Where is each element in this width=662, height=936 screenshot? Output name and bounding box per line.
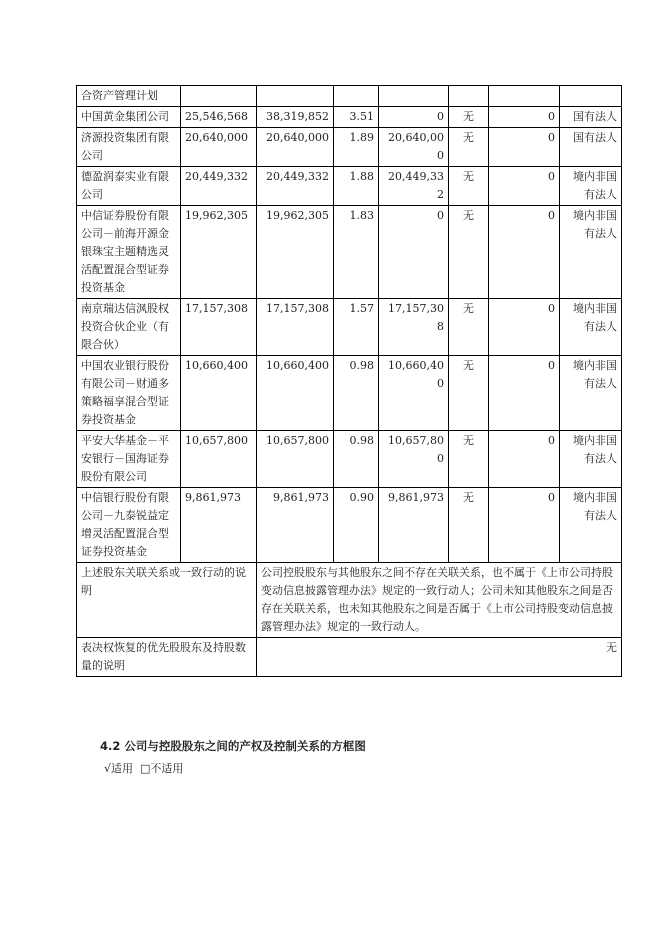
relation-row xyxy=(77,563,622,638)
shares-held-end: 20,449,332 xyxy=(181,167,257,206)
shareholder-table xyxy=(76,85,622,677)
table-row xyxy=(77,167,622,206)
pledge-count xyxy=(489,86,560,107)
shareholder-name: 平安大华基金－平安银行－国海证券股份有限公司 xyxy=(77,431,181,488)
shares-held-end: 17,157,308 xyxy=(181,299,257,356)
section-heading: 4.2 公司与控股股东之间的产权及控制关系的方框图 xyxy=(100,739,366,753)
share-percent xyxy=(334,86,379,107)
share-percent: 1.89 xyxy=(334,128,379,167)
pledge-count: 0 xyxy=(489,167,560,206)
restricted-shares: 17,157,308 xyxy=(379,299,449,356)
applicability-options xyxy=(104,760,183,776)
pledge-status: 无 xyxy=(449,128,489,167)
restricted-shares: 20,449,332 xyxy=(379,167,449,206)
shareholder-name: 德盈润泰实业有限公司 xyxy=(77,167,181,206)
shares-held-total: 9,861,973 xyxy=(257,488,334,563)
shareholder-type: 国有法人 xyxy=(560,107,622,128)
shareholder-name: 南京瑞达信沨股权投资合伙企业（有限合伙） xyxy=(77,299,181,356)
share-percent: 0.98 xyxy=(334,431,379,488)
table-row xyxy=(77,356,622,431)
applicable-option: √适用 xyxy=(104,762,134,775)
table-row xyxy=(77,107,622,128)
pledge-status: 无 xyxy=(449,206,489,299)
preferred-row xyxy=(77,638,622,677)
table-row xyxy=(77,431,622,488)
table-row xyxy=(77,206,622,299)
shares-held-end: 19,962,305 xyxy=(181,206,257,299)
shareholder-type: 境内非国有法人 xyxy=(560,206,622,299)
table-row xyxy=(77,128,622,167)
shareholder-name: 中信证券股份有限公司－前海开源金银珠宝主题精选灵活配置混合型证券投资基金 xyxy=(77,206,181,299)
shareholder-type xyxy=(560,86,622,107)
pledge-status: 无 xyxy=(449,431,489,488)
preferred-text: 无 xyxy=(257,638,622,677)
not-applicable-option: □不适用 xyxy=(140,762,184,775)
pledge-count: 0 xyxy=(489,356,560,431)
relation-text: 公司控股股东与其他股东之间不存在关联关系，也不属于《上市公司持股变动信息披露管理办法》规定的一致行动人；公司未知其他股东之间是否存在关联关系，也未知其他股东之间是否属于《上市公司持股变动信息披露管理办法》规定的一致行动人。 xyxy=(257,563,622,638)
restricted-shares: 20,640,000 xyxy=(379,128,449,167)
shareholder-type: 境内非国有法人 xyxy=(560,488,622,563)
restricted-shares: 9,861,973 xyxy=(379,488,449,563)
shareholder-name: 合资产管理计划 xyxy=(77,86,181,107)
pledge-count: 0 xyxy=(489,206,560,299)
shares-held-end: 9,861,973 xyxy=(181,488,257,563)
restricted-shares: 0 xyxy=(379,107,449,128)
share-percent: 1.83 xyxy=(334,206,379,299)
shares-held-end: 25,546,568 xyxy=(181,107,257,128)
pledge-status: 无 xyxy=(449,167,489,206)
pledge-status: 无 xyxy=(449,107,489,128)
shareholder-name: 中信银行股份有限公司－九泰锐益定增灵活配置混合型证券投资基金 xyxy=(77,488,181,563)
shares-held-end: 20,640,000 xyxy=(181,128,257,167)
shareholder-name: 济源投资集团有限公司 xyxy=(77,128,181,167)
shareholder-type: 境内非国有法人 xyxy=(560,167,622,206)
shareholder-type: 境内非国有法人 xyxy=(560,431,622,488)
shares-held-total: 38,319,852 xyxy=(257,107,334,128)
pledge-count: 0 xyxy=(489,299,560,356)
preferred-label: 表决权恢复的优先股股东及持股数量的说明 xyxy=(77,638,257,677)
share-percent: 1.57 xyxy=(334,299,379,356)
pledge-status: 无 xyxy=(449,299,489,356)
pledge-status: 无 xyxy=(449,356,489,431)
pledge-count: 0 xyxy=(489,128,560,167)
restricted-shares: 0 xyxy=(379,206,449,299)
shares-held-total: 20,449,332 xyxy=(257,167,334,206)
shareholder-type: 境内非国有法人 xyxy=(560,356,622,431)
shares-held-end: 10,660,400 xyxy=(181,356,257,431)
shares-held-total: 20,640,000 xyxy=(257,128,334,167)
pledge-count: 0 xyxy=(489,107,560,128)
pledge-count: 0 xyxy=(489,488,560,563)
relation-label: 上述股东关联关系或一致行动的说明 xyxy=(77,563,257,638)
shareholder-name: 中国黄金集团公司 xyxy=(77,107,181,128)
shareholder-type: 境内非国有法人 xyxy=(560,299,622,356)
pledge-status: 无 xyxy=(449,488,489,563)
table-row xyxy=(77,86,622,107)
shareholder-name: 中国农业银行股份有限公司－财通多策略福享混合型证券投资基金 xyxy=(77,356,181,431)
shares-held-total: 17,157,308 xyxy=(257,299,334,356)
restricted-shares xyxy=(379,86,449,107)
share-percent: 0.98 xyxy=(334,356,379,431)
shares-held-end: 10,657,800 xyxy=(181,431,257,488)
table-row xyxy=(77,299,622,356)
pledge-status xyxy=(449,86,489,107)
shares-held-total: 10,657,800 xyxy=(257,431,334,488)
restricted-shares: 10,660,400 xyxy=(379,356,449,431)
shares-held-end xyxy=(181,86,257,107)
shares-held-total: 19,962,305 xyxy=(257,206,334,299)
share-percent: 0.90 xyxy=(334,488,379,563)
share-percent: 3.51 xyxy=(334,107,379,128)
shareholder-type: 国有法人 xyxy=(560,128,622,167)
share-percent: 1.88 xyxy=(334,167,379,206)
shares-held-total: 10,660,400 xyxy=(257,356,334,431)
pledge-count: 0 xyxy=(489,431,560,488)
shares-held-total xyxy=(257,86,334,107)
restricted-shares: 10,657,800 xyxy=(379,431,449,488)
table-row xyxy=(77,488,622,563)
